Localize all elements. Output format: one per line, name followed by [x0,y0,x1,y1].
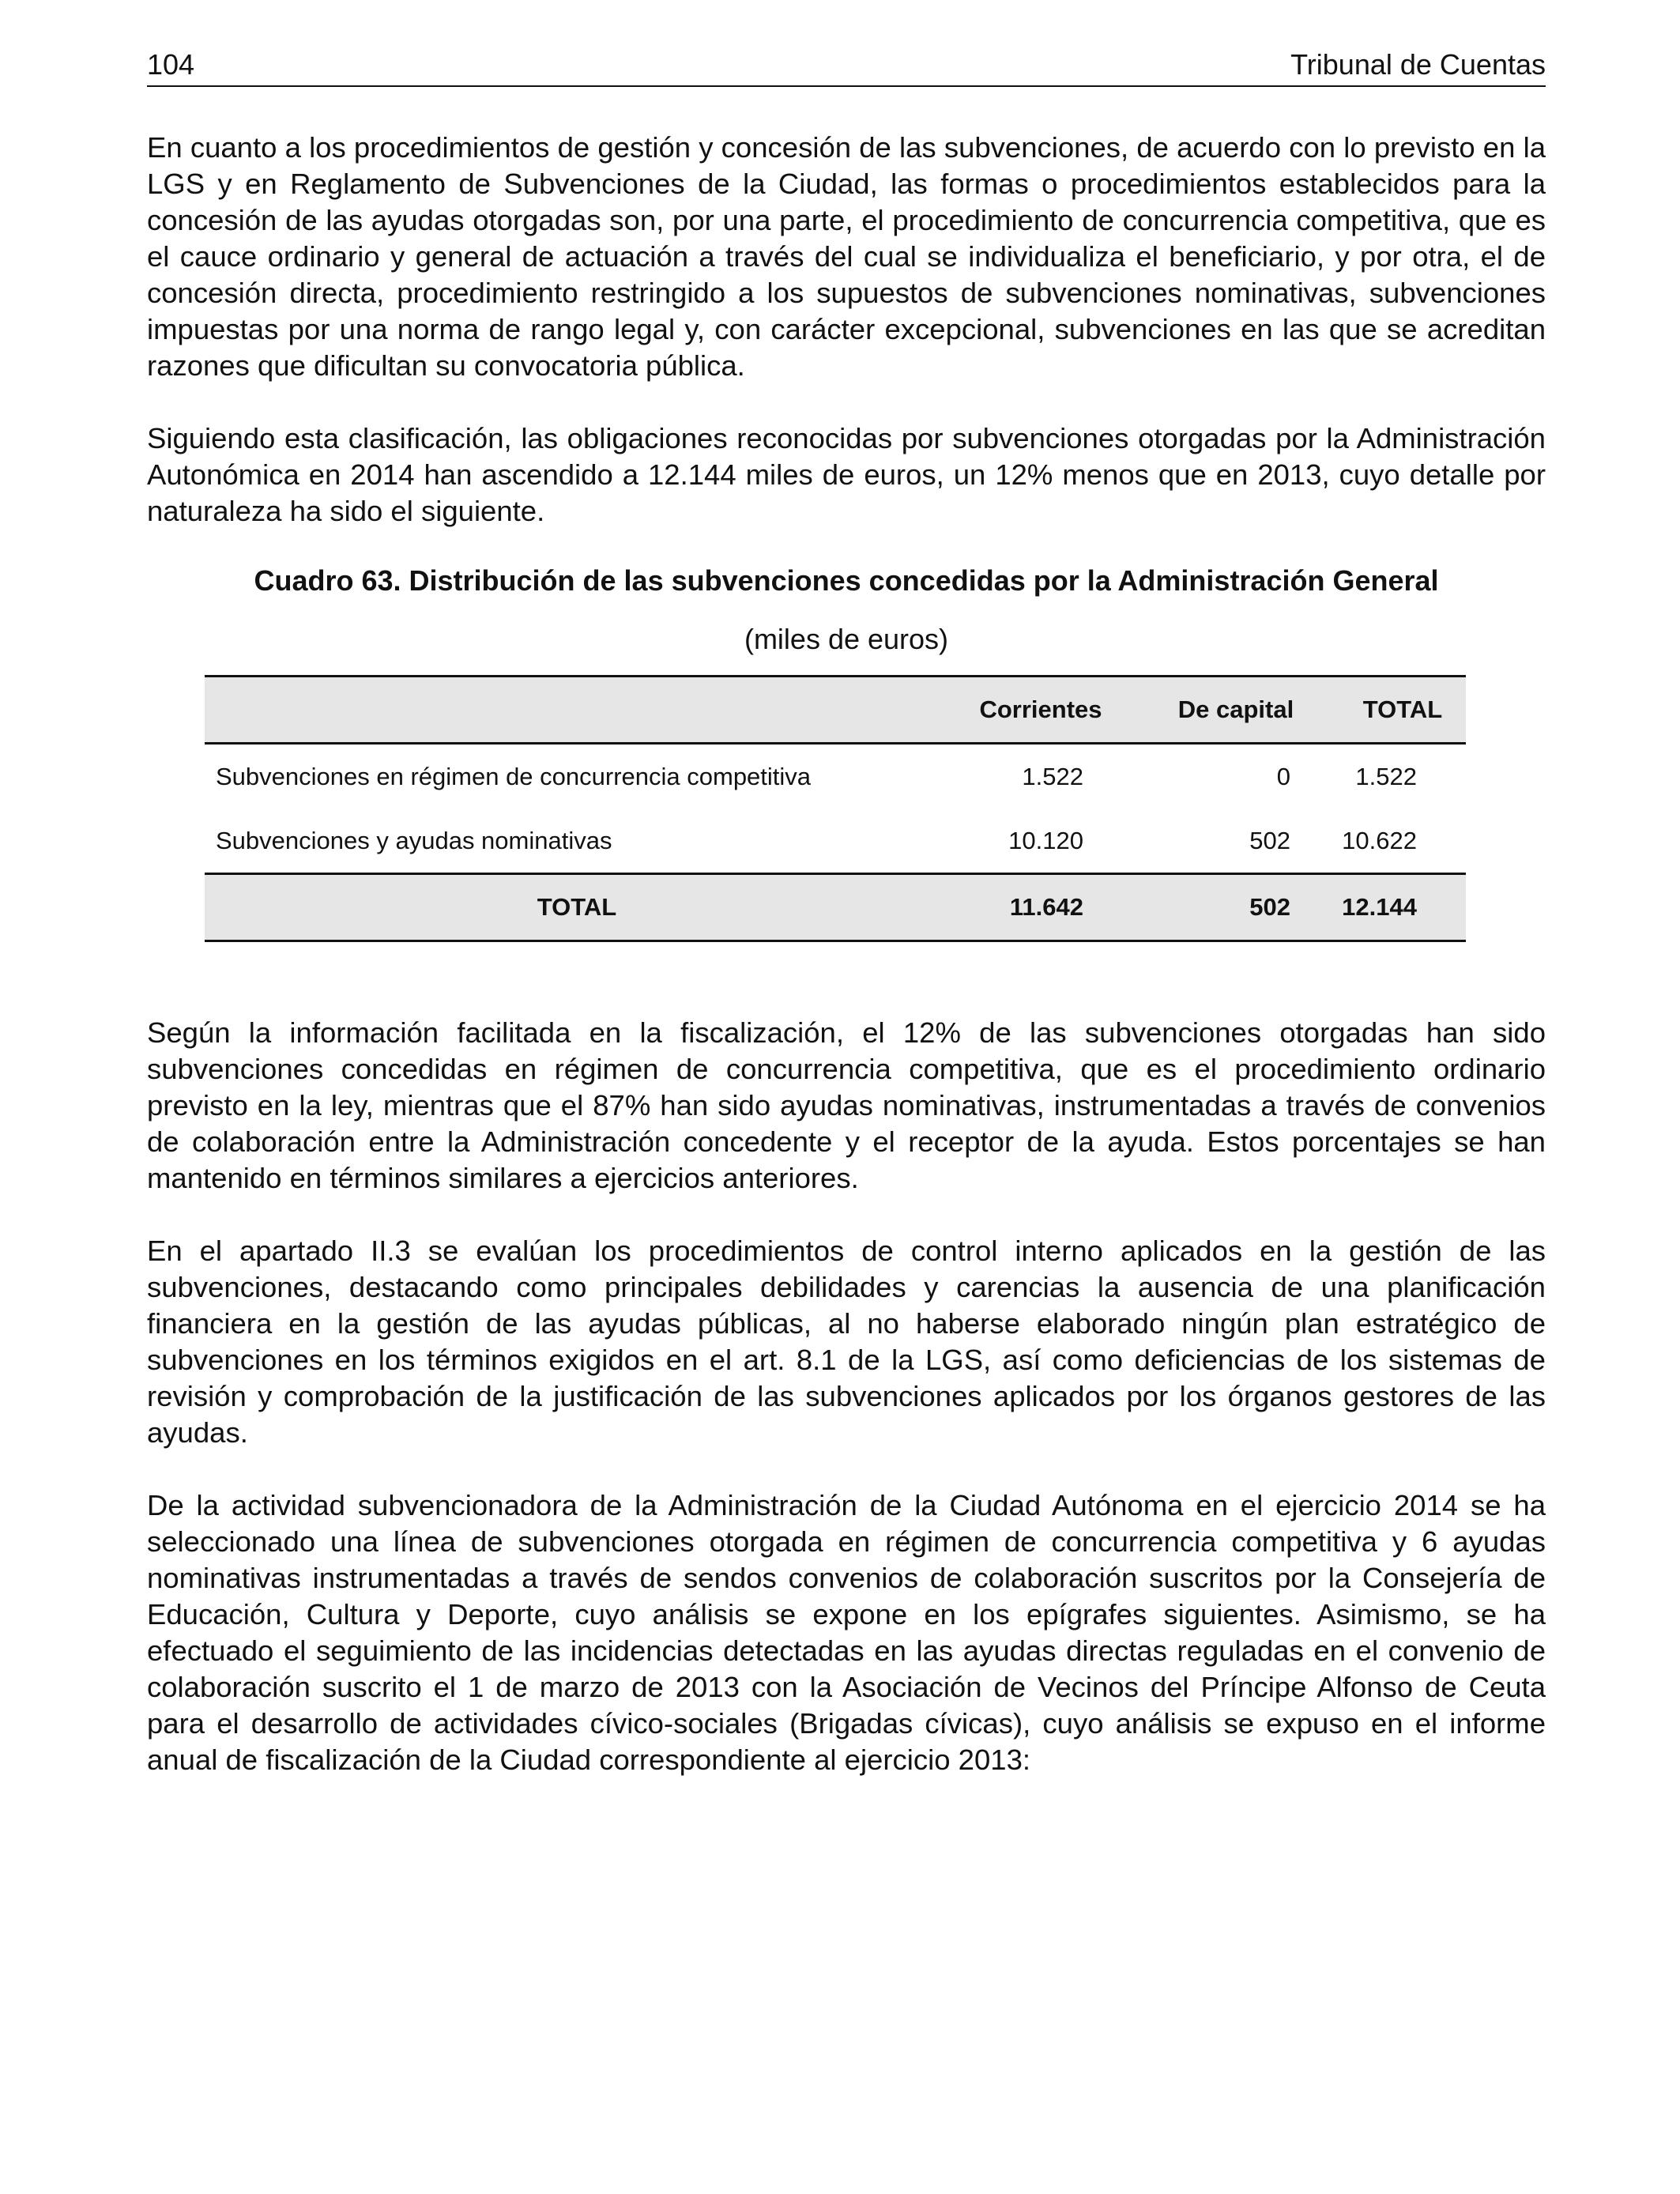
paragraph-internal-control: En el apartado II.3 se evalúan los procedimientos de control interno aplicados en la gestión de las subvenciones, destacando como principales debilidades y carencias la ausencia de una planificación financiera en la gestión de las ayudas públicas, al no haberse elaborado ningún plan estratégico de subvenciones en los términos exigidos en el art. 8.1 de la LGS, así como deficiencias de los sistemas de revisión y comprobación de la justificación de las subvenciones aplicados por los órganos gestores de las ayudas. [147,1235,1546,1449]
cell-capital: 502 [1249,826,1290,854]
running-title: Tribunal de Cuentas [1290,48,1546,81]
table-caption: Cuadro 63. Distribución de las subvenciones concedidas por la Administración General [254,564,1439,597]
page-number: 104 [147,48,195,81]
table-row [205,744,1466,809]
table-total-row [205,874,1466,941]
total-capital: 502 [1132,874,1339,941]
table-header-row [205,677,1466,744]
row-label: Subvenciones en régimen de concurrencia competitiva [216,762,812,790]
total-corrientes: 11.642 [949,874,1132,941]
column-header-total: TOTAL [1339,677,1466,744]
column-header-label [205,677,949,744]
column-header-corrientes: Corrientes [949,677,1132,744]
document-page [147,47,1546,1778]
total-label: TOTAL [205,874,949,941]
column-header-capital: De capital [1132,677,1339,744]
cell-total: 10.622 [1342,826,1417,854]
page-header [147,47,1546,87]
cell-total: 1.522 [1355,762,1417,790]
paragraph-activity: De la actividad subvencionadora de la Administración de la Ciudad Autónoma en el ejercicio 2014 se ha seleccionado una línea de subvenciones otorgada en régimen de concurrencia competitiva y 6 ayudas nominativas instrumentadas a través de sendos convenios de colaboración suscritos por la Consejería de Educación, Cultura y Deporte, cuyo análisis se expone en los epígrafes siguientes. Asimismo, se ha efectuado el seguimiento de las incidencias detectadas en las ayudas directas reguladas en el convenio de colaboración suscrito el 1 de marzo de 2013 con la Asociación de Vecinos del Príncipe Alfonso de Ceuta para el desarrollo de actividades cívico-sociales (Brigadas cívicas), cuyo análisis se expuso en el informe anual de fiscalización de la Ciudad correspondiente al ejercicio 2013: [147,1489,1546,1776]
row-label: Subvenciones y ayudas nominativas [216,826,612,854]
cell-capital: 0 [1276,762,1290,790]
paragraph-procedures: En cuanto a los procedimientos de gestión y concesión de las subvenciones, de acuerdo con lo previsto en la LGS y en Reglamento de Subvenciones de la Ciudad, las formas o procedimientos establecidos para la concesión de las ayudas otorgadas son, por una parte, el procedimiento de concurrencia competitiva, que es el cauce ordinario y general de actuación a través del cual se individualiza el beneficiario, y por otra, el de concesión directa, procedimiento restringido a los supuestos de subvenciones nominativas, subvenciones impuestas por una norma de rango legal y, con carácter excepcional, subvenciones en las que se acreditan razones que dificultan su convocatoria pública. [147,131,1546,382]
subsidies-table [205,675,1466,942]
cell-corrientes: 10.120 [1008,826,1083,854]
table-row [205,809,1466,874]
cell-corrientes: 1.522 [1022,762,1083,790]
total-total: 12.144 [1339,874,1466,941]
paragraph-percentages: Según la información facilitada en la fiscalización, el 12% de las subvenciones otorgadas han sido subvenciones concedidas en régimen de concurrencia competitiva, que es el procedimiento ordinario previsto en la ley, mientras que el 87% han sido ayudas nominativas, instrumentadas a través de convenios de colaboración entre la Administración concedente y el receptor de la ayuda. Estos porcentajes se han mantenido en términos similares a ejercicios anteriores. [147,1016,1546,1194]
table-units: (miles de euros) [744,623,949,655]
paragraph-classification: Siguiendo esta clasificación, las obligaciones reconocidas por subvenciones otorgadas por la Administración Autonómica en 2014 han ascendido a 12.144 miles de euros, un 12% menos que en 2013, cuyo detalle por naturaleza ha sido el siguiente. [147,422,1546,527]
